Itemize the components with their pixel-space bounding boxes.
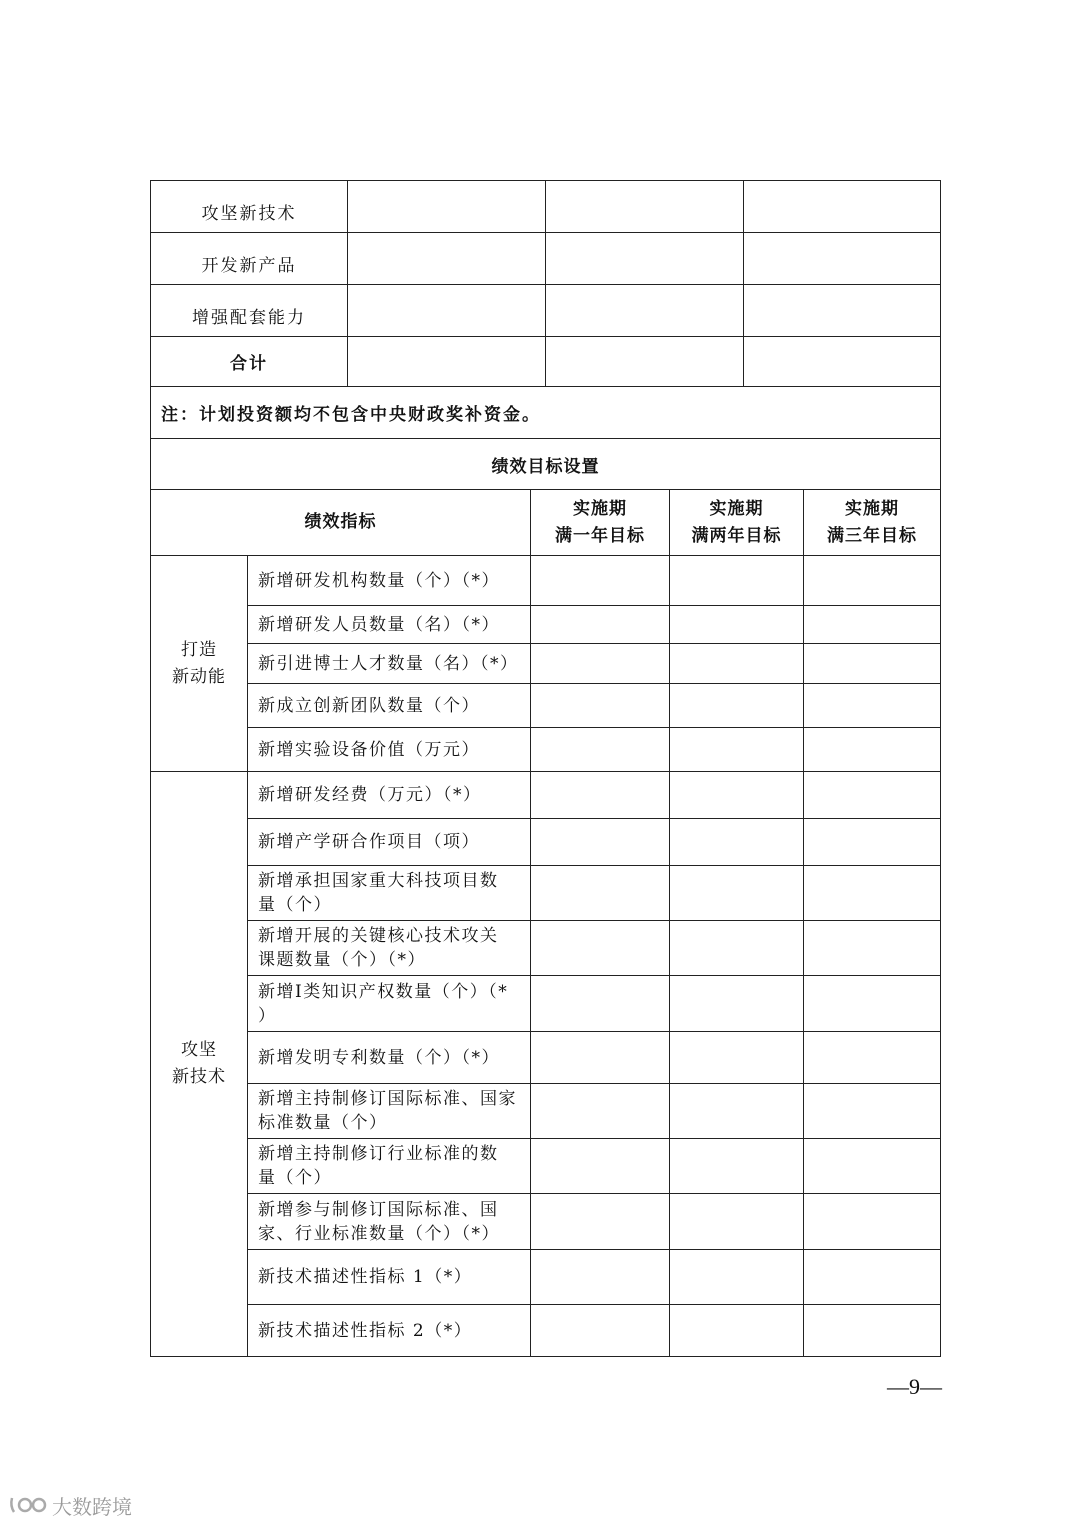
indicator-cell (248, 921, 531, 976)
header-target-1 (531, 490, 670, 556)
table-row (151, 772, 941, 819)
indicator-line: 新增产学研合作项目（项） (258, 832, 480, 852)
indicator-cell (248, 606, 531, 644)
indicator-line: 新增实验设备价值（万元） (258, 739, 480, 760)
group-label-line: 打造 (181, 639, 217, 660)
table-row (151, 233, 941, 285)
target-cell[interactable] (531, 684, 670, 728)
indicator-line: 标准数量（个） (258, 1113, 388, 1133)
table-row (151, 1139, 941, 1194)
section-row (151, 439, 941, 490)
target-cell[interactable] (804, 866, 941, 921)
target-cell[interactable] (531, 556, 670, 606)
indicator-line: 课题数量（个）（*） (258, 950, 426, 970)
target-cell[interactable] (804, 819, 941, 866)
target-cell[interactable] (670, 1305, 804, 1357)
indicator-line: 新增承担国家重大科技项目数 (258, 871, 499, 891)
target-cell[interactable] (804, 606, 941, 644)
target-cell[interactable] (531, 1084, 670, 1139)
indicator-line: 家、行业标准数量（个）（*） (258, 1223, 500, 1244)
indicator-line: 新技术描述性指标 2（*） (258, 1320, 473, 1341)
table-row (151, 1032, 941, 1084)
group-label-line: 攻坚 (181, 1040, 217, 1060)
target-cell[interactable] (804, 556, 941, 606)
target-cell[interactable] (804, 644, 941, 684)
target-cell[interactable] (670, 921, 804, 976)
header-line: 实施期 (709, 498, 764, 519)
target-cell[interactable] (531, 1139, 670, 1194)
indicator-line: 新技术描述性指标 1（*） (258, 1267, 473, 1287)
indicator-line: 新增研发经费（万元）（*） (258, 785, 482, 805)
table-row (151, 921, 941, 976)
indicator-line: 新增研发机构数量（个）（*） (258, 570, 500, 591)
performance-table (150, 489, 941, 1357)
target-cell[interactable] (804, 1139, 941, 1194)
target-cell[interactable] (804, 772, 941, 819)
header-line: 满三年目标 (827, 525, 917, 546)
row-label: 增强配套能力 (151, 285, 348, 337)
table-row (151, 819, 941, 866)
indicator-cell (248, 1305, 531, 1357)
perf-header-row (151, 490, 941, 556)
target-cell[interactable] (531, 772, 670, 819)
table-row (151, 728, 941, 772)
investment-table (150, 180, 941, 490)
empty-cell[interactable] (348, 337, 546, 387)
group-label-line: 新动能 (172, 666, 226, 687)
target-cell[interactable] (804, 1194, 941, 1250)
target-cell[interactable] (804, 976, 941, 1032)
empty-cell[interactable] (546, 181, 744, 233)
empty-cell[interactable] (744, 181, 941, 233)
table-row (151, 181, 941, 233)
note-text: 注：计划投资额均不包含中央财政奖补资金。 (151, 387, 941, 439)
empty-cell[interactable] (744, 285, 941, 337)
target-cell[interactable] (531, 1194, 670, 1250)
indicator-cell (248, 644, 531, 684)
empty-cell[interactable] (546, 233, 744, 285)
header-line: 实施期 (845, 498, 899, 519)
group-label-line: 新技术 (172, 1067, 226, 1087)
indicator-cell (248, 819, 531, 866)
target-cell[interactable] (804, 1250, 941, 1305)
indicator-line: 新引进博士人才数量（名）（*） (258, 653, 519, 674)
indicator-line: 量（个） (258, 895, 332, 915)
section-title: 绩效目标设置 (151, 439, 941, 490)
target-cell[interactable] (531, 606, 670, 644)
target-cell[interactable] (670, 866, 804, 921)
empty-cell[interactable] (348, 233, 546, 285)
indicator-cell (248, 866, 531, 921)
indicator-line: 新增开展的关键核心技术攻关 (258, 926, 499, 946)
table-row (151, 1194, 941, 1250)
table-row-total (151, 337, 941, 387)
table-row (151, 556, 941, 606)
indicator-cell (248, 976, 531, 1032)
target-cell[interactable] (670, 1139, 804, 1194)
target-cell[interactable] (804, 728, 941, 772)
header-target-2 (670, 490, 804, 556)
table-row (151, 606, 941, 644)
target-cell[interactable] (804, 1305, 941, 1357)
indicator-line: 新增研发人员数量（名）（*） (258, 614, 500, 635)
target-cell[interactable] (670, 1250, 804, 1305)
header-line: 满一年目标 (555, 525, 645, 546)
indicator-cell (248, 1250, 531, 1305)
target-cell[interactable] (531, 644, 670, 684)
watermark-logo-icon (8, 1494, 48, 1516)
target-cell[interactable] (670, 1084, 804, 1139)
header-line: 满两年目标 (691, 525, 782, 546)
row-label: 开发新产品 (151, 233, 348, 285)
indicator-cell (248, 1084, 531, 1139)
target-cell[interactable] (804, 1084, 941, 1139)
empty-cell[interactable] (348, 285, 546, 337)
target-cell[interactable] (531, 728, 670, 772)
indicator-line: 新增发明专利数量（个）（*） (258, 1047, 500, 1068)
watermark (8, 1492, 132, 1518)
indicator-cell (248, 1032, 531, 1084)
indicator-cell (248, 1139, 531, 1194)
target-cell[interactable] (670, 728, 804, 772)
group-label (151, 772, 248, 1357)
target-cell[interactable] (670, 644, 804, 684)
group-label (151, 556, 248, 772)
empty-cell[interactable] (744, 337, 941, 387)
row-label: 攻坚新技术 (151, 181, 348, 233)
target-cell[interactable] (670, 819, 804, 866)
target-cell[interactable] (670, 556, 804, 606)
table-row (151, 644, 941, 684)
watermark-text: 大数跨境 (52, 1494, 132, 1519)
table-row (151, 684, 941, 728)
empty-cell[interactable] (546, 337, 744, 387)
total-label: 合计 (151, 337, 348, 387)
target-cell[interactable] (531, 976, 670, 1032)
indicator-line: 新增主持制修订行业标准的数 (258, 1144, 499, 1164)
indicator-cell (248, 1194, 531, 1250)
target-cell[interactable] (804, 921, 941, 976)
indicator-cell (248, 728, 531, 772)
note-row (151, 387, 941, 439)
header-target-3 (804, 490, 941, 556)
table-row (151, 1305, 941, 1357)
indicator-line: ） (258, 1005, 277, 1026)
target-cell[interactable] (531, 1305, 670, 1357)
table-row (151, 866, 941, 921)
target-cell[interactable] (531, 819, 670, 866)
target-cell[interactable] (531, 1032, 670, 1084)
table-row (151, 1084, 941, 1139)
target-cell[interactable] (670, 772, 804, 819)
indicator-cell (248, 772, 531, 819)
target-cell[interactable] (531, 866, 670, 921)
empty-cell[interactable] (348, 181, 546, 233)
target-cell[interactable] (670, 1032, 804, 1084)
target-cell[interactable] (531, 1250, 670, 1305)
target-cell[interactable] (670, 606, 804, 644)
target-cell[interactable] (804, 684, 941, 728)
table-row (151, 285, 941, 337)
target-cell[interactable] (670, 976, 804, 1032)
table-row (151, 1250, 941, 1305)
table-row (151, 976, 941, 1032)
target-cell[interactable] (670, 1194, 804, 1250)
indicator-cell (248, 556, 531, 606)
target-cell[interactable] (804, 1032, 941, 1084)
header-line: 实施期 (573, 498, 627, 519)
indicator-line: 新增主持制修订国际标准、国家 (258, 1089, 517, 1109)
page-number: —9— (887, 1374, 942, 1399)
indicator-line: 量（个） (258, 1168, 332, 1188)
target-cell[interactable] (531, 921, 670, 976)
indicator-line: 新增参与制修订国际标准、国 (258, 1199, 499, 1220)
indicator-line: 新增I类知识产权数量（个）（* (258, 981, 509, 1002)
empty-cell[interactable] (546, 285, 744, 337)
indicator-line: 新成立创新团队数量（个） (258, 695, 480, 716)
header-indicator: 绩效指标 (151, 490, 531, 556)
indicator-cell (248, 684, 531, 728)
empty-cell[interactable] (744, 233, 941, 285)
target-cell[interactable] (670, 684, 804, 728)
